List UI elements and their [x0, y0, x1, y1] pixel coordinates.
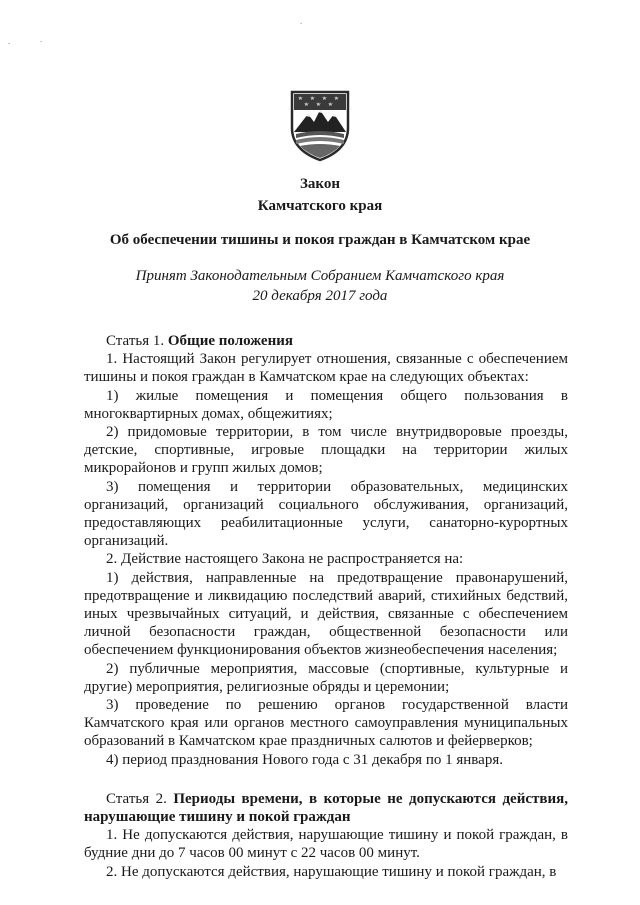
scan-mark: .	[8, 36, 11, 46]
list-item: 3) помещения и территории образовательных, медицинских организаций, организаций социального обслуживания, организаций, предоставляющих реабилитационные услуги, санаторно-курортных организаций.	[84, 478, 568, 550]
list-item: 3) проведение по решению органов государственной власти Камчатского края или органов местного самоуправления муниципальных образований в Камчатском крае праздничных салютов и фейерверков;	[84, 697, 568, 750]
article-2-heading	[84, 790, 568, 826]
adoption-date: 20 декабря 2017 года	[252, 288, 388, 304]
adoption-note	[0, 266, 640, 306]
coat-of-arms-emblem	[288, 88, 352, 162]
law-title: Об обеспечении тишины и покоя граждан в Камчатском крае	[109, 232, 531, 248]
article-label: Статья 1.	[106, 333, 165, 349]
region-heading: Камчатского края	[257, 198, 383, 214]
article-title: Общие положения	[167, 333, 293, 349]
article-label: Статья 2.	[106, 790, 167, 807]
scan-mark: .	[40, 34, 43, 44]
article-1-heading	[84, 332, 568, 350]
paragraph: 2. Действие настоящего Закона не распространяется на:	[106, 551, 464, 568]
document-body	[84, 332, 568, 881]
list-item: 1) жилые помещения и помещения общего пользования в многоквартирных домах, общежитиях;	[84, 387, 568, 422]
list-item: 1) действия, направленные на предотвращение правонарушений, предотвращение и ликвидацию последствий аварий, стихийных бедствий, иных чрезвычайных ситуаций, и действия, связанные с обеспечением личной безопасности граждан, общественной безопасности или обеспечением функционирования объектов жизнеобеспечения населения;	[84, 569, 568, 659]
list-item: 2) публичные мероприятия, массовые (спортивные, культурные и другие) мероприятия, религиозные обряды и церемонии;	[84, 660, 568, 695]
list-item: 4) период празднования Нового года с 31 декабря по 1 января.	[106, 751, 503, 768]
adoption-body: Принят Законодательным Собранием Камчатского края	[135, 268, 505, 284]
list-item: 2) придомовые территории, в том числе внутридворовые проезды, детские, спортивные, игровые площадки на территории жилых микрорайонов и групп жилых домов;	[84, 424, 568, 477]
law-heading: Закон	[299, 176, 340, 192]
paragraph: 1. Не допускаются действия, нарушающие тишину и покой граждан, в будние дни до 7 часов 00 минут с 22 часов 00 минут.	[84, 827, 568, 862]
article-title: Периоды времени, в которые не допускаются действия, нарушающие тишину и покой граждан	[84, 790, 568, 826]
scan-mark: .	[300, 16, 303, 26]
paragraph: 2. Не допускаются действия, нарушающие тишину и покой граждан, в	[106, 863, 557, 880]
paragraph: 1. Настоящий Закон регулирует отношения, связанные с обеспечением тишины и покоя граждан в Камчатском крае на следующих объектах:	[84, 351, 568, 386]
